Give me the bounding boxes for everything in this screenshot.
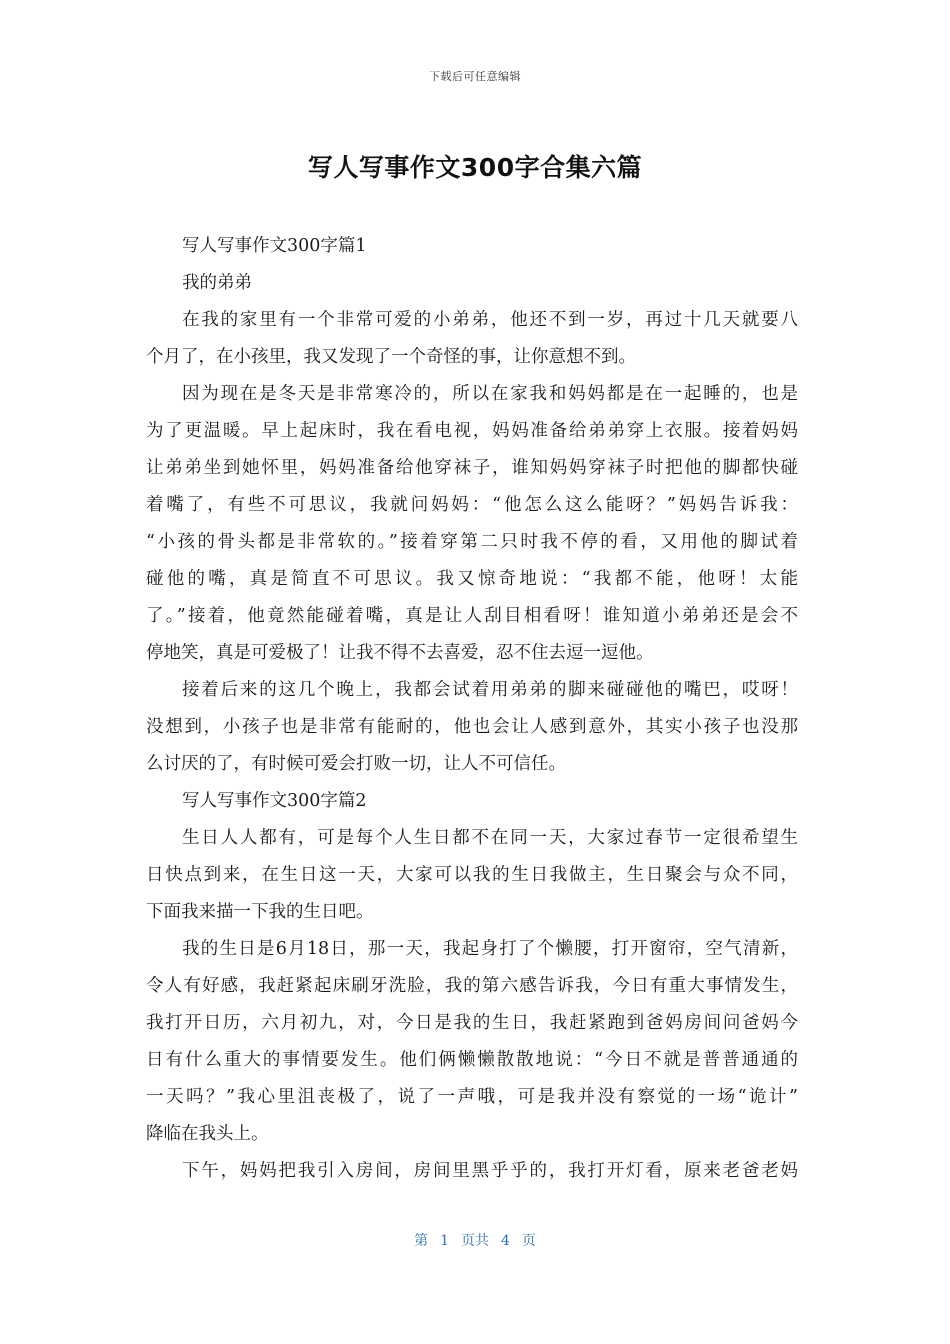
text-line: 一天吗？”我心里沮丧极了，说了一声哦，可是我并没有察觉的一场“诡计” [146,1087,798,1107]
text-line: 我的弟弟 [182,273,252,293]
text-line: 个月了，在小孩里，我又发现了一个奇怪的事，让你意想不到。 [146,347,636,367]
text-line: 因为现在是冬天是非常寒冷的，所以在家我和妈妈都是在一起睡的，也是 [182,384,798,404]
header-note: 下载后可任意编辑 [429,70,521,83]
text-line: 下面我来描一下我的生日吧。 [146,902,374,922]
text-line: 日有什么重大的事情要发生。他们俩懒懒散散地说：“今日不就是普普通通的 [146,1050,798,1070]
text-line: 停地笑，真是可爱极了！让我不得不去喜爱，忍不住去逗一逗他。 [146,643,654,663]
page-footer [0,1230,950,1250]
text-line: 了。”接着，他竟然能碰着嘴，真是让人刮目相看呀！谁知道小弟弟还是会不 [146,606,798,626]
document-body [146,228,798,1190]
text-line: 么讨厌的了，有时候可爱会打败一切，让人不可信任。 [146,754,566,774]
text-line: 没想到，小孩子也是非常有能耐的，他也会让人感到意外，其实小孩子也没那 [146,717,798,737]
text-line: 着嘴了，有些不可思议，我就问妈妈：“他怎么这么能呀？”妈妈告诉我： [146,495,798,515]
text-line: 写人写事作文300字篇1 [182,236,367,256]
text-line: 在我的家里有一个非常可爱的小弟弟，他还不到一岁，再过十几天就要八 [182,310,798,330]
footer-total-pages: 4 [501,1233,510,1249]
text-line: 写人写事作文300字篇2 [182,791,367,811]
text-line: 降临在我头上。 [146,1124,269,1144]
text-line: 为了更温暖。早上起床时，我在看电视，妈妈准备给弟弟穿上衣服。接着妈妈 [146,421,798,441]
footer-suffix: 页 [521,1233,536,1249]
document-title: 写人写事作文300字合集六篇 [307,153,643,182]
text-line: 让弟弟坐到她怀里，妈妈准备给他穿袜子，谁知妈妈穿袜子时把他的脚都快碰 [146,458,798,478]
footer-prefix: 第 [414,1233,429,1249]
text-line: 碰他的嘴，真是简直不可思议。我又惊奇地说：“我都不能，他呀！太能 [146,569,798,589]
text-line: 我的生日是6月18日，那一天，我起身打了个懒腰，打开窗帘，空气清新， [182,939,798,959]
text-line: 日快点到来，在生日这一天，大家可以我的生日我做主，生日聚会与众不同， [146,865,798,885]
footer-current-page: 1 [440,1233,449,1249]
footer-middle: 页共 [461,1233,489,1249]
text-line: 接着后来的这几个晚上，我都会试着用弟弟的脚来碰碰他的嘴巴，哎呀！ [182,680,798,700]
text-line: 生日人人都有，可是每个人生日都不在同一天，大家过春节一定很希望生 [182,828,798,848]
text-line: 令人有好感，我赶紧起床刷牙洗脸，我的第六感告诉我，今日有重大事情发生， [146,976,798,996]
text-line: “小孩的骨头都是非常软的。”接着穿第二只时我不停的看，又用他的脚试着 [146,532,798,552]
text-line: 我打开日历，六月初九，对，今日是我的生日，我赶紧跑到爸妈房间问爸妈今 [146,1013,798,1033]
text-line: 下午，妈妈把我引入房间，房间里黑乎乎的，我打开灯看，原来老爸老妈 [182,1161,798,1181]
